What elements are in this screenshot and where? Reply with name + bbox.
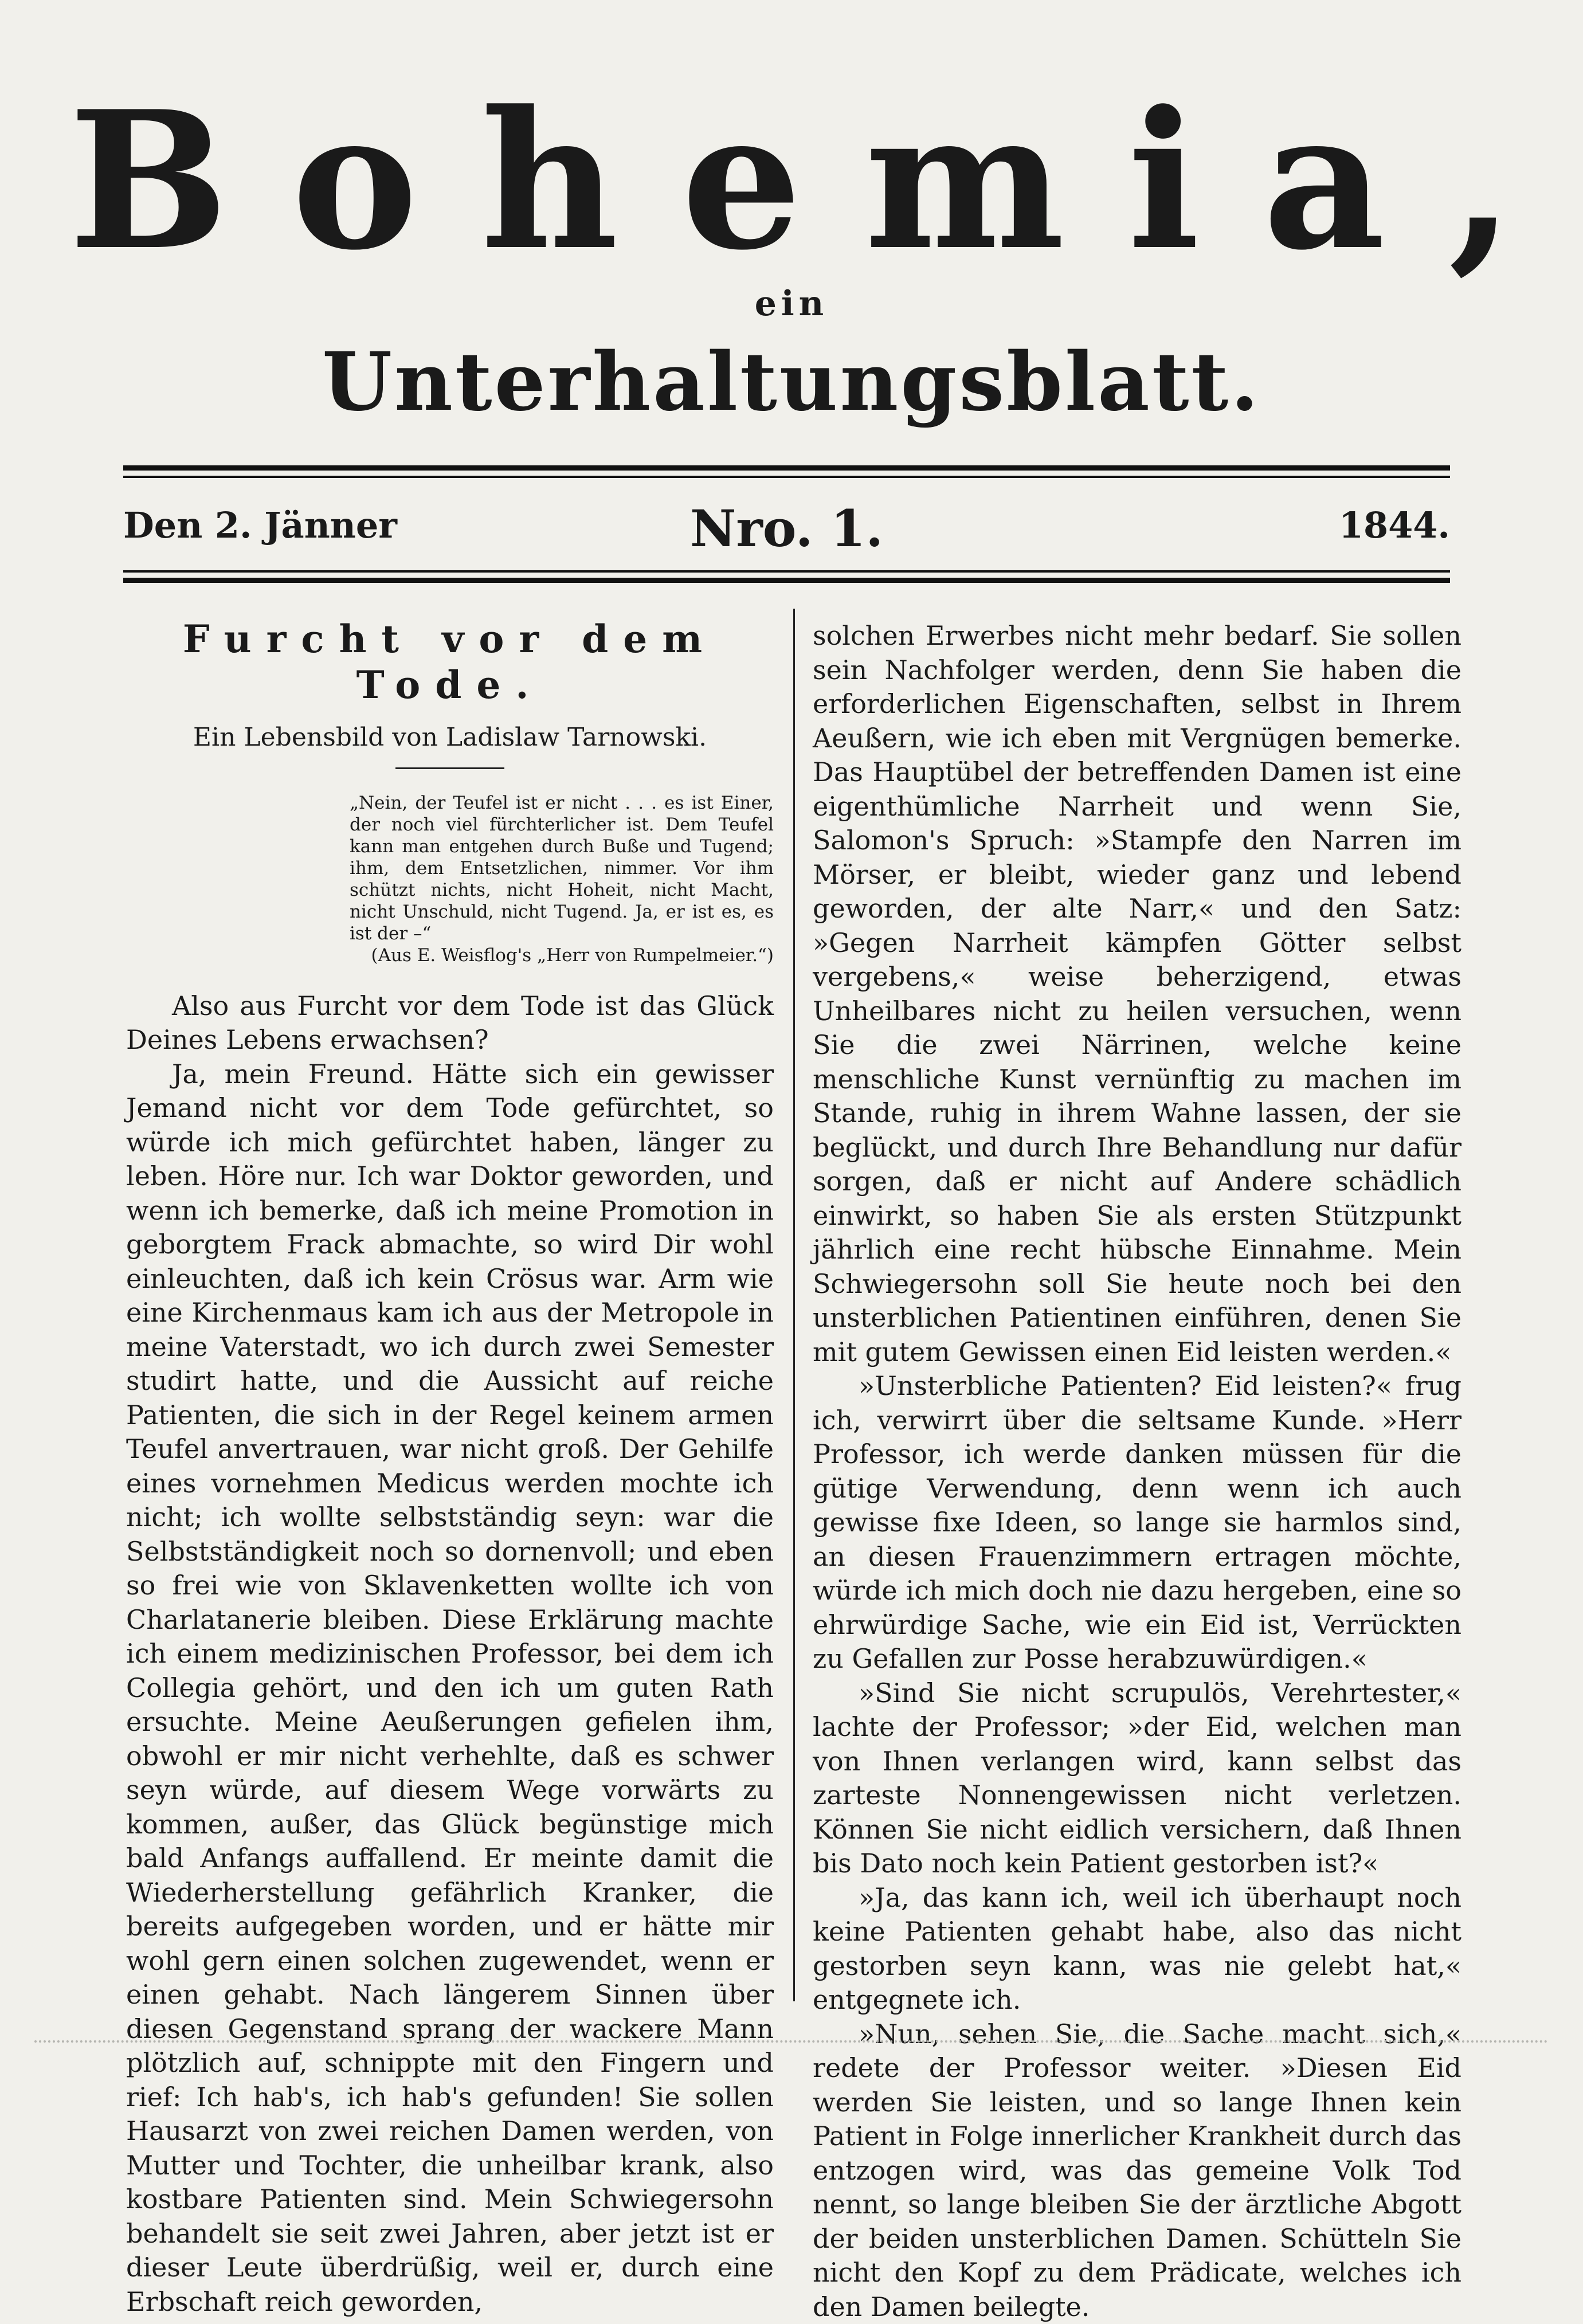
epigraph (350, 792, 774, 966)
paragraph: »Ja, das kann ich, weil ich überhaupt noch keine Patienten gehabt habe, also das nicht gestorben seyn kann, was nie gelebt hat,« entgegnete ich. (813, 1881, 1461, 2017)
dateline-rule-thick (123, 578, 1450, 583)
issue-year: 1844. (1339, 504, 1450, 546)
paragraph: »Unsterbliche Patienten? Eid leisten?« frug ich, verwirrt über die seltsame Kunde. »Herr Professor, ich werde danken müssen für die gütige Verwendung, denn wenn ich auch gewisse fixe Ideen, so lange sie harmlos sind, an diesen Frauenzimmern ertragen möchte, würde ich mich doch nie dazu hergeben, eine so ehrwürdige Sache, wie ein Eid ist, Verrückten zu Gefallen zur Posse herabzuwürdigen.« (813, 1369, 1461, 1676)
epigraph-text: „Nein, der Teufel ist er nicht . . . es ist Einer, der noch viel fürchterlicher ist. Dem Teufel kann man entgehen durch Buße und Tugend; ihm, dem Entsetzlichen, nimmer. Vor ihm schützt nichts, nicht Hoheit, nicht Macht, nicht Unschuld, nicht Tugend. Ja, er ist es, es ist der –“ (350, 792, 774, 945)
issue-number-value: 1. (830, 499, 883, 558)
article-title: Furcht vor dem Tode. (126, 616, 774, 708)
paragraph: Ja, mein Freund. Hätte sich ein gewisser Jemand nicht vor dem Tode gefürchtet, so würde ich mich gefürchtet haben, länger zu leben. Höre nur. Ich war Doktor geworden, und wenn ich bemerke, daß ich meine Promotion in geborgtem Frack abmachte, so wird Dir wohl einleuchten, daß ich kein Crösus war. Arm wie eine Kirchenmaus kam ich aus der Metropole in meine Vaterstadt, wo ich durch zwei Semester studirt hatte, und die Aussicht auf reiche Patienten, die sich in der Regel keinem armen Teufel anvertrauen, war nicht groß. Der Gehilfe eines vornehmen Medicus werden mochte ich nicht; ich wollte selbstständig seyn: war die Selbstständigkeit noch so dornenvoll; und eben so frei wie von Sklavenketten wollte ich von Charlatanerie bleiben. Diese Erklärung machte ich einem medizinischen Professor, bei dem ich Collegia gehört, und den ich um guten Rath ersuchte. Meine Aeußerungen gefielen ihm, obwohl er mir nicht verhehlte, daß es schwer seyn würde, auf diesem Wege vorwärts zu kommen, außer, das Glück begünstige mich bald Anfangs auffallend. Er meinte damit die Wiederherstellung gefährlich Kranker, die bereits aufgegeben worden, und er hätte mir wohl gern einen solchen zugewendet, wenn er einen gehabt. Nach längerem Sinnen über diesen Gegenstand sprang der wackere Mann plötzlich auf, schnippte mit den Fingern und rief: Ich hab's, ich hab's gefunden! Sie sollen Hausarzt von zwei reichen Damen werden, von Mutter und Tochter, die unheilbar krank, also kostbare Patienten sind. Mein Schwiegersohn behandelt sie seit zwei Jahren, aber jetzt ist er dieser Leute überdrüßig, weil er, durch eine Erbschaft reich geworden, (126, 1057, 774, 2319)
issue-prefix: Nro. (690, 499, 813, 558)
paragraph: »Nun, sehen Sie, die Sache macht sich,« redete der Professor weiter. »Diesen Eid werden Sie leisten, und so lange Ihnen kein Patient in Folge innerlicher Krankheit durch das entzogen wird, was das gemeine Volk Tod nennt, so lange bleiben Sie der ärztliche Abgott der beiden unsterblichen Damen. Schütteln Sie nicht den Kopf zu dem Prädicate, welches ich den Damen beilegte. (813, 2017, 1461, 2324)
page-bottom-border (34, 2040, 1549, 2045)
masthead-title: Bohemia, (0, 86, 1583, 275)
masthead-ein: ein (0, 284, 1583, 324)
byline-rule (395, 767, 504, 769)
dateline (123, 499, 1450, 556)
masthead-rule-thick (123, 465, 1450, 471)
paragraph: »Sind Sie nicht scrupulös, Verehrtester,« lachte der Professor; »der Eid, welchen man von Ihnen verlangen wird, kann selbst das zarteste Nonnengewissen nicht verletzen. Können Sie nicht eidlich versichern, daß Ihnen bis Dato noch kein Patient gestorben ist?« (813, 1676, 1461, 1881)
epigraph-source: (Aus E. Weisflog's „Herr von Rumpelmeier.“) (350, 945, 774, 966)
article-column-right (813, 619, 1461, 2324)
issue-number (123, 499, 1450, 558)
issue-date: Den 2. Jänner (123, 504, 397, 546)
masthead-rule-thin (123, 476, 1450, 478)
article-column-left (126, 616, 774, 2319)
paragraph: Also aus Furcht vor dem Tode ist das Glück Deines Lebens erwachsen? (126, 989, 774, 1057)
masthead-subtitle: Unterhaltungsblatt. (0, 335, 1583, 429)
dateline-rule-thin (123, 570, 1450, 573)
paragraph: solchen Erwerbes nicht mehr bedarf. Sie sollen sein Nachfolger werden, denn Sie haben die erforderlichen Eigenschaften, selbst in Ihrem Aeußern, wie ich eben mit Vergnügen bemerke. Das Hauptübel der betreffenden Damen ist eine eigenthümliche Narrheit und wenn Sie, Salomon's Spruch: »Stampfe den Narren im Mörser, er bleibt, wieder ganz und lebend geworden, der alte Narr,« und den Satz: »Gegen Narrheit kämpfen Götter selbst vergebens,« weise beherzigend, etwas Unheilbares nicht zu heilen versuchen, wenn Sie die zwei Närrinen, welche keine menschliche Kunst vernünftig zu machen im Stande, ruhig in ihrem Wahne lassen, der sie beglückt, und durch Ihre Behandlung nur dafür sorgen, daß er nicht auf Andere schädlich einwirkt, so haben Sie als ersten Stützpunkt jährlich eine recht hübsche Einnahme. Mein Schwiegersohn soll Sie heute noch bei den unsterblichen Patientinen einführen, denen Sie mit gutem Gewissen einen Eid leisten werden.« (813, 619, 1461, 1369)
column-divider (793, 609, 795, 2001)
article-byline: Ein Lebensbild von Ladislaw Tarnowski. (126, 720, 774, 755)
